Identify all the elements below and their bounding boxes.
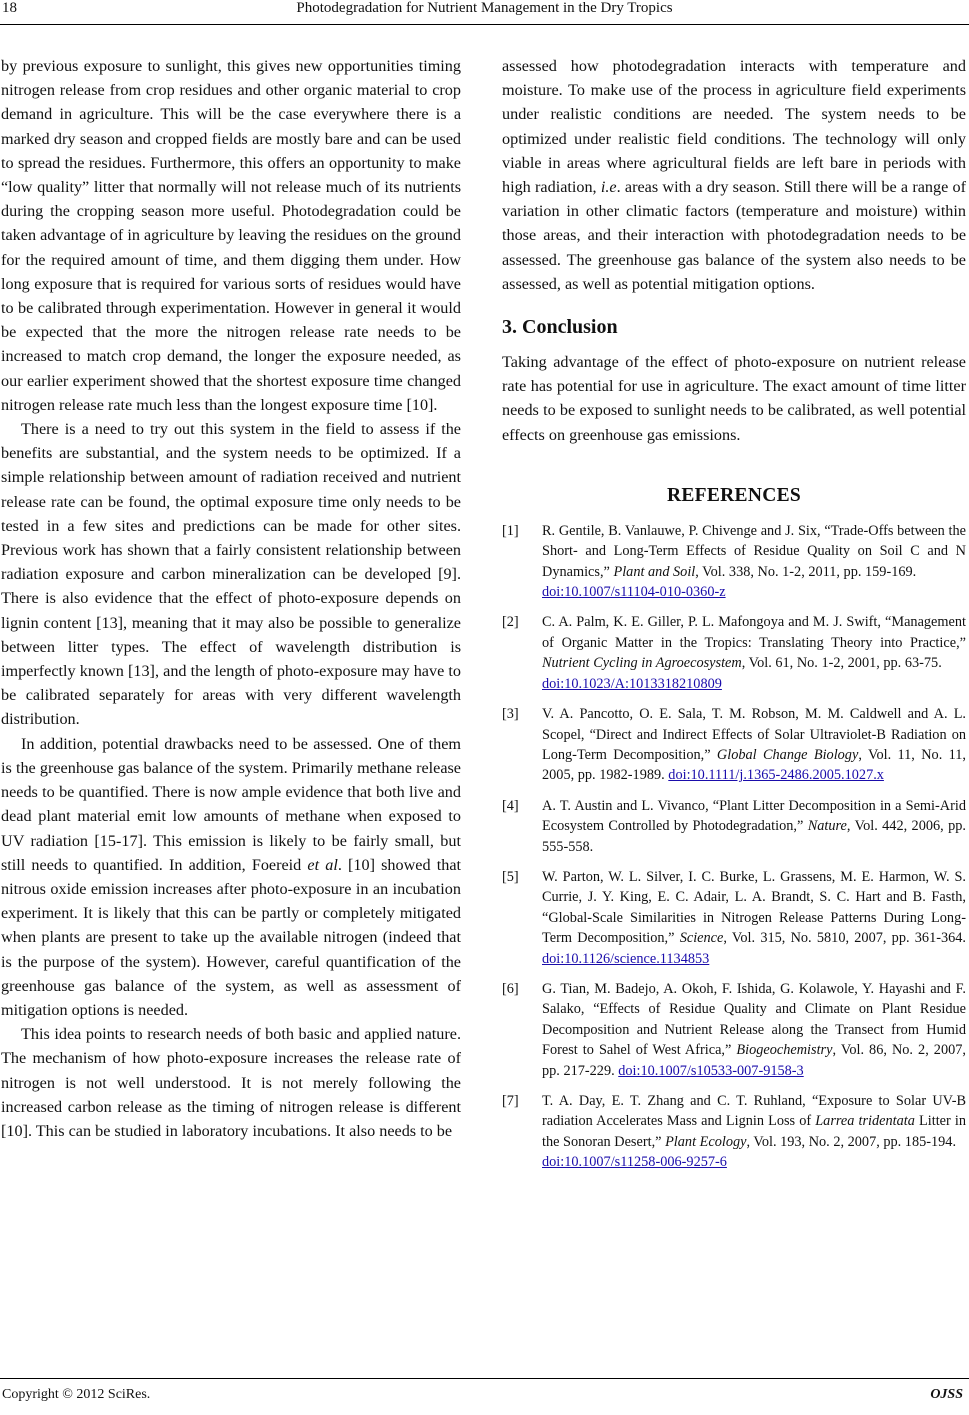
page-number: 18 [2,0,17,16]
reference-journal: Nature [807,818,847,835]
doi-link[interactable]: doi:10.1111/j.1365-2486.2005.1027.x [668,767,884,784]
reference-item [502,796,966,857]
journal-abbreviation: OJSS [930,1387,963,1402]
left-column [1,54,461,1143]
reference-text: , Vol. 338, No. 1-2, 2011, pp. 159-169. [695,563,917,580]
reference-text: , Vol. 86, No. 2, 2007, pp. 217-229. [542,1042,966,1079]
reference-text: C. A. Palm, K. E. Giller, P. L. Mafongoya and M. J. Swift, “Management of Organic Matter in the Tropics: Translating Theory into Practice,” [542,614,966,651]
italic-text: et al [307,855,338,874]
reference-number: [7] [502,1093,519,1109]
page-header [0,0,969,25]
reference-text: Litter in the Sonoran Desert,” [542,1113,966,1150]
reference-number: [1] [502,522,519,539]
doi-link[interactable]: doi:10.1126/science.1134853 [542,950,710,967]
reference-text: W. Parton, W. L. Silver, I. C. Burke, L. Grassens, M. E. Harmon, W. S. Currie, J. Y. King, E. C. Adair, L. A. Brandt, S. C. Hart and B. Fasth, “Global-Scale Similarities in Nitrogen Release Patterns During Long-Term Decomposition,” [542,868,966,947]
reference-journal: Plant and Soil [613,563,696,580]
reference-journal: Science [679,930,724,947]
reference-item [502,521,966,603]
reference-item [502,867,966,969]
paragraph-text: . [10] showed that nitrous oxide emission increases after photo-exposure in an incubation experiment. It is likely that this can be partly or completely mitigated when plants are present to take up the available nitrogen (indeed that is the purpose of the system). However, careful quantification of the greenhouse gas balance of the system, as well as assessment of mitigation options is needed. [1,855,462,1019]
conclusion-paragraph: Taking advantage of the effect of photo-exposure on nutrient release rate has potential for use in agriculture. The exact amount of time litter needs to be exposed to sunlight needs to be calibrated, as well potential effects on greenhouse gas emissions. [502,353,966,444]
reference-number: [2] [502,614,519,631]
reference-journal: Global Change Biology [716,746,859,763]
reference-item [502,979,966,1081]
reference-text: , Vol. 11, No. 11, 2005, pp. 1982-1989. [542,746,966,784]
reference-journal: Nutrient Cycling in Agroecosystem [542,655,742,672]
reference-number: [6] [502,980,519,997]
reference-item [502,612,966,694]
reference-journal: Biogeochemistry [736,1042,833,1059]
doi-link[interactable]: doi:10.1007/s10533-007-9158-3 [618,1062,804,1079]
reference-text: G. Tian, M. Badejo, A. Okoh, F. Ishida, G. Kolawole, Y. Hayashi and F. Salako, “Effects of Residue Quality and Climate on Plant Residue Decomposition and Nutrient Release along the Transect from Humid Forest to Sahel of West Africa,” [542,980,966,1059]
references-heading: REFERENCES [666,484,802,506]
reference-text: , Vol. 61, No. 1-2, 2001, pp. 63-75. [741,655,942,672]
doi-link[interactable]: doi:10.1007/s11104-010-0360-z [542,584,726,601]
italic-text: i.e [600,178,617,197]
reference-text: T. A. Day, E. T. Zhang and C. T. Ruhland, “Exposure to Solar UV-B radiation Accelerates Mass and Lignin Loss of [542,1093,966,1130]
paragraph-text: . areas with a dry season. Still there will be a range of variation in other climatic factors (temperature and moisture) within those areas, and their interaction with photodegradation needs to be assessed. The greenhouse gas balance of the system also needs to be assessed, as well as potential mitigation options. [502,178,966,293]
paragraph-text: assessed how photodegradation interacts with temperature and moisture. To make use of the process in agriculture field experiments under realistic conditions are needed. The system needs to be optimized under realistic field conditions. The technology will only viable in areas where agricultural fields are left bare in periods with high radiation, [502,57,966,197]
reference-number: [3] [502,706,519,723]
paragraph: This idea points to research needs of both basic and applied nature. The mechanism of how photo-exposure increases the release rate of nitrogen is not well understood. It is not merely following the increased carbon release as the timing of nitrogen release is different [10]. This can be studied in laboratory incubations. It also needs to be [1,1025,461,1140]
paragraph-text: In addition, potential drawbacks need to be assessed. One of them is the greenhouse gas balance of the system. Primarily methane release needs to be quantified. There is now ample evidence that both live and dead plant material emit low amounts of methane when exposed to UV radiation [15-17]. This emission is likely to be fairly small, but still needs to quantified. In addition, Foereid [1,734,461,874]
reference-number: [4] [502,797,519,814]
paragraph [1,732,461,1022]
section-heading: 3. Conclusion [502,316,618,339]
reference-number: [5] [502,868,519,885]
doi-link[interactable]: doi:10.1007/s11258-006-9257-6 [542,1154,727,1171]
reference-journal: Plant Ecology [665,1133,747,1150]
reference-journal: Larrea tridentata [815,1113,915,1130]
reference-item [502,1091,966,1173]
reference-item [502,704,966,786]
running-title: Photodegradation for Nutrient Management in the Dry Tropics [296,0,673,16]
reference-text: A. T. Austin and L. Vivanco, “Plant Litter Decomposition in a Semi-Arid Ecosystem Controlled by Photodegradation,” [542,797,966,835]
reference-text: , Vol. 442, 2006, pp. 555-558. [542,818,966,855]
paragraph: There is a need to try out this system in the field to assess if the benefits are substantial, and the system needs to be optimized. If a simple relationship between amount of radiation received and nutrient release rate can be found, the optimal exposure time only needs to be tested in a few sites and predictions can be made for other sites. Previous work has shown that a fairly consistent relationship between radiation exposure and carbon mineralization can be developed [9]. There is also evidence that the effect of photo-exposure depends on lignin content [13], meaning that it may also be possible to generalize between litter types. The effect of wavelength distribution is imperfectly known [13], and the length of photo-exposure may have to be calibrated separately for areas with very different wavelength distribution. [1,420,461,729]
reference-text: , Vol. 193, No. 2, 2007, pp. 185-194. [746,1133,957,1150]
reference-list [502,521,966,1173]
right-column [502,54,966,1183]
copyright-notice: Copyright © 2012 SciRes. [2,1387,151,1402]
reference-text: R. Gentile, B. Vanlauwe, P. Chivenge and J. Six, “Trade-Offs between the Short- and Long-Term Effects of Residue Quality on Soil C and N Dynamics,” [542,522,966,580]
paragraph: by previous exposure to sunlight, this gives new opportunities timing nitrogen release from crop residues and other organic material to crop demand in agriculture. This will be the case everywhere there is a marked dry season and cropped fields are mostly bare and can be used to spread the residues. Furthermore, this offers an opportunity to make “low quality” litter that normally will not release much of its nutrients during the cropping season more useful. Photodegradation could be taken advantage of in agriculture by leaving the residues on the ground for the required amount of time, and them digging them under. How long exposure that is required for various sorts of residues would have to be calibrated through experimentation. However in general it would be expected that the more the nitrogen release rate needs to be increased to match crop demand, the longer the exposure needed, as our earlier experiment showed that the shortest exposure time changed nitrogen release rate much less than the longest exposure time [10]. [1,57,461,414]
paragraph [502,54,966,296]
doi-link[interactable]: doi:10.1023/A:1013318210809 [542,675,722,692]
reference-text: V. A. Pancotto, O. E. Sala, T. M. Robson, M. M. Caldwell and A. L. Scopel, “Direct and Indirect Effects of Solar Ultraviolet-B Radiation on Long-Term Decomposition,” [542,706,966,763]
reference-text: , Vol. 315, No. 5810, 2007, pp. 361-364. [723,930,967,947]
page-footer [0,1378,969,1415]
